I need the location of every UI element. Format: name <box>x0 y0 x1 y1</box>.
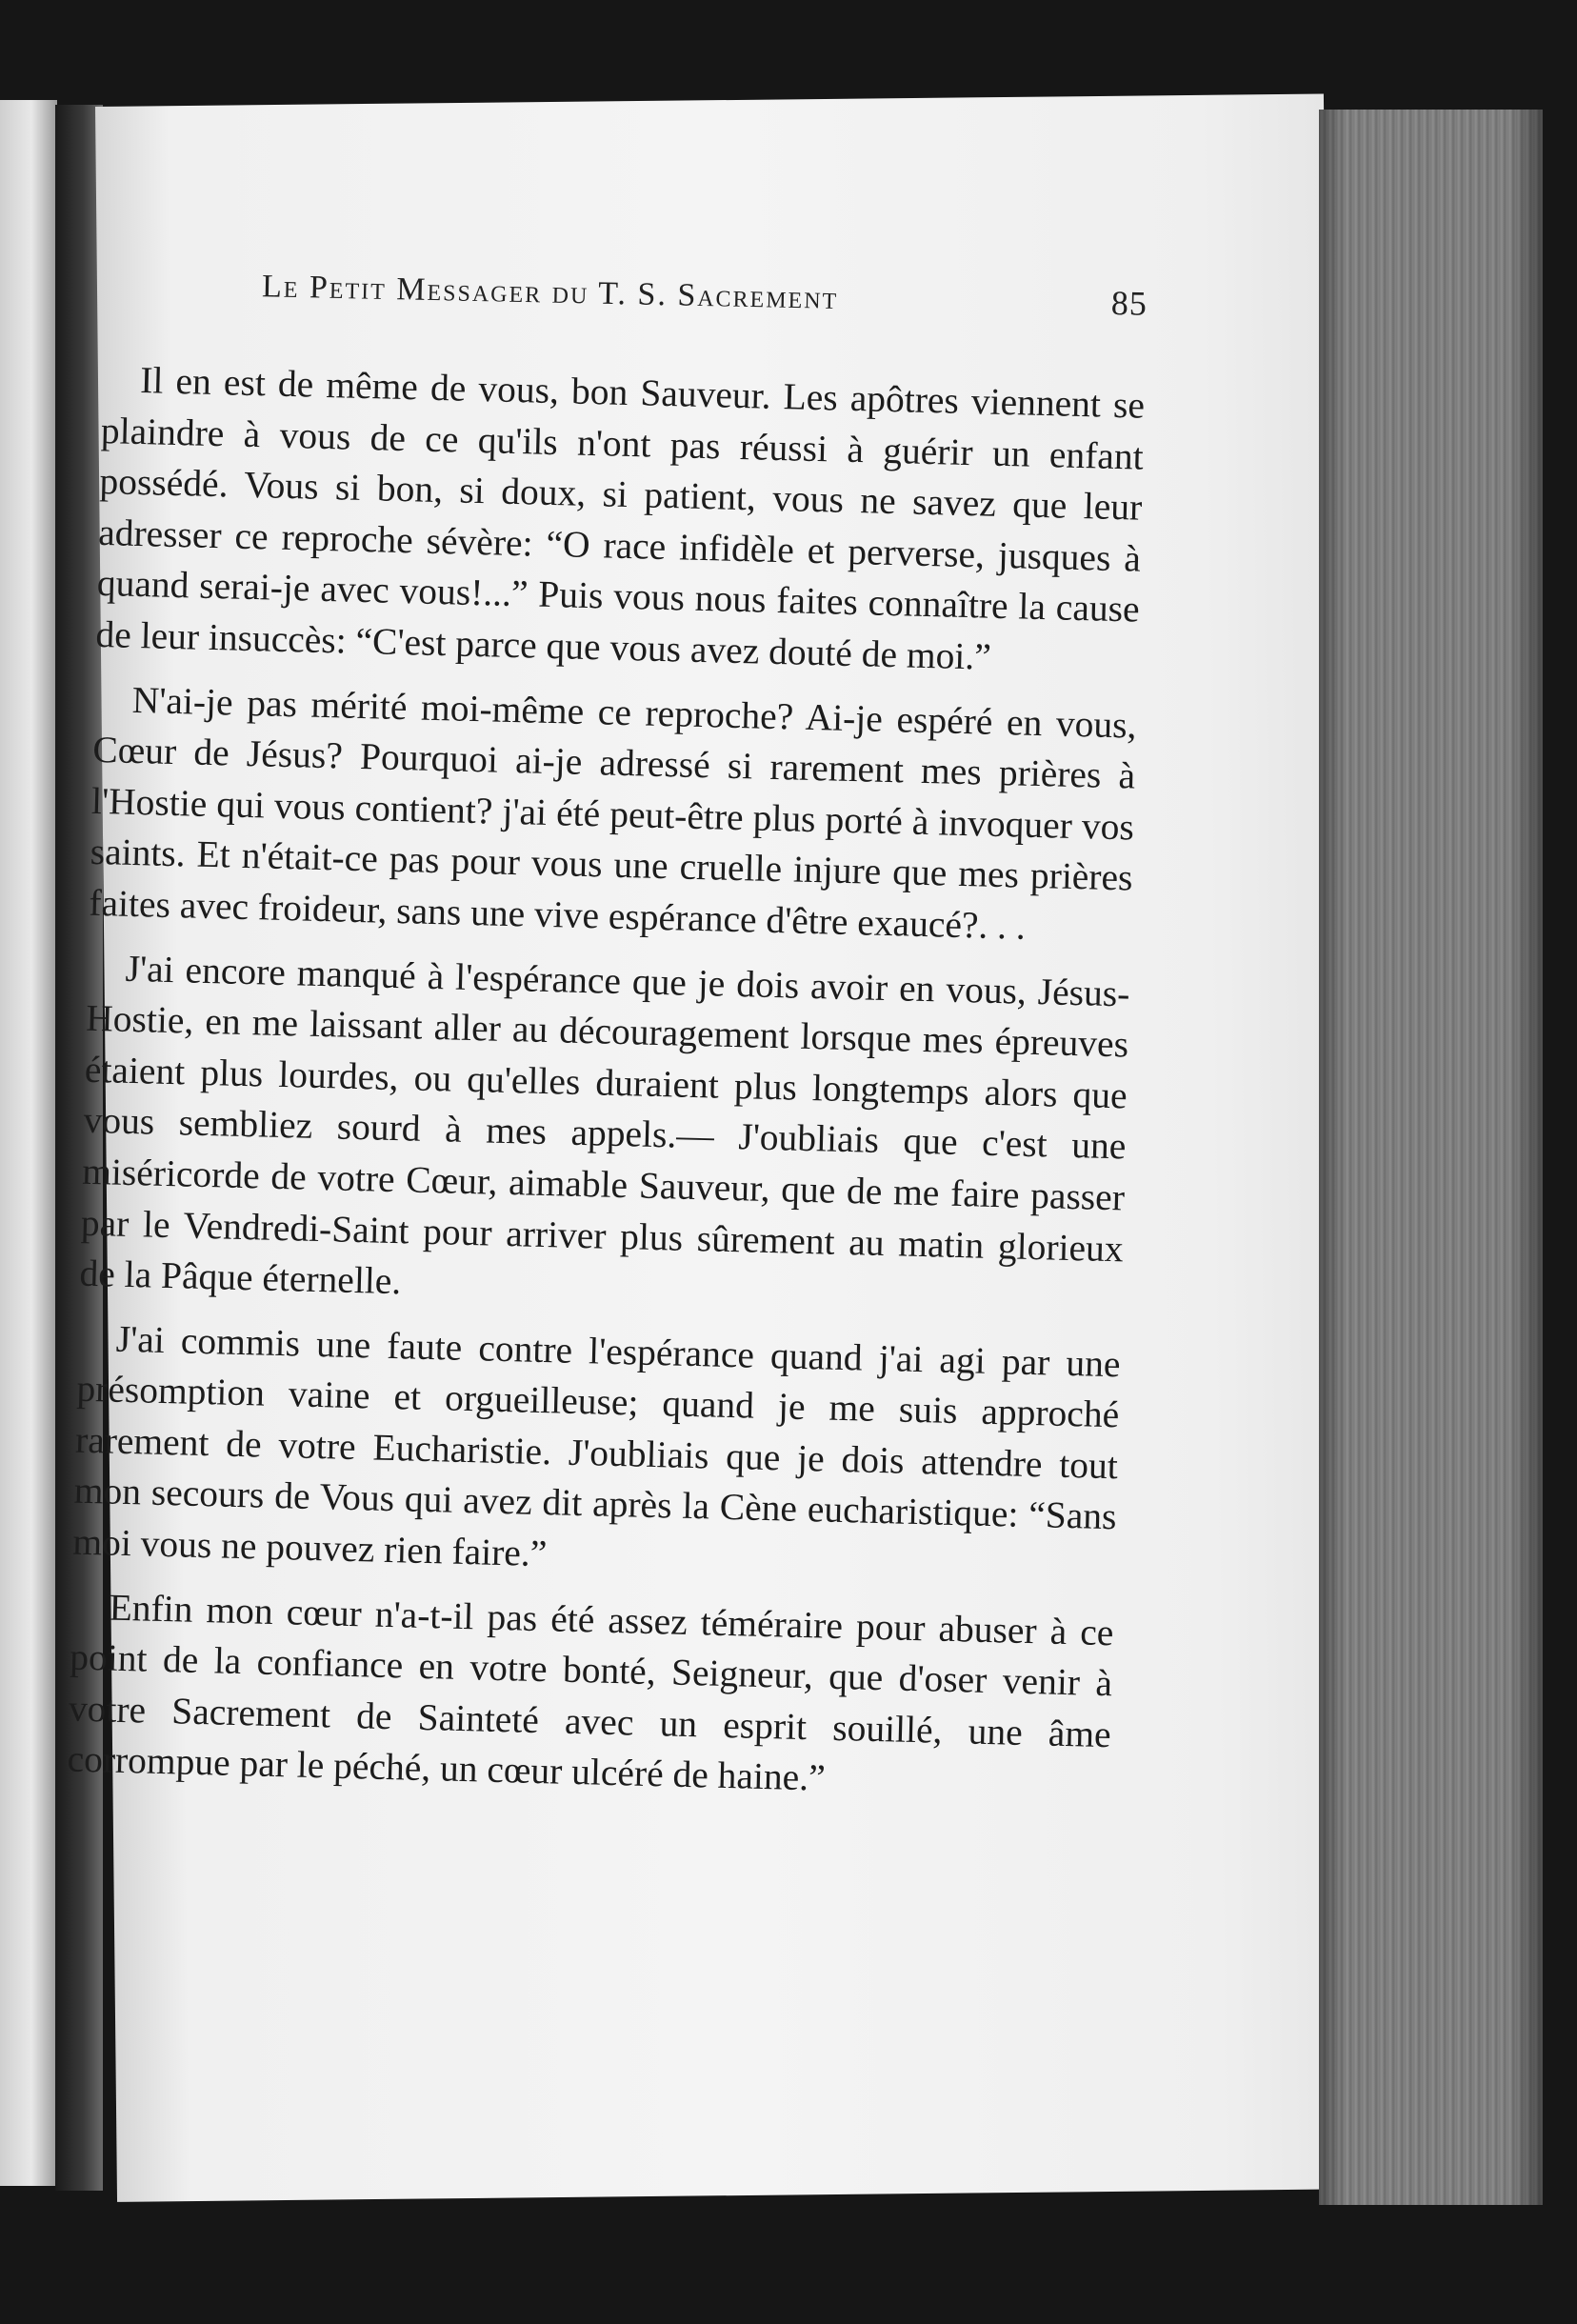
paragraph: N'ai-je pas mérité moi-même ce reproche? Ai-je espéré en vous, Cœur de Jésus? Pourquoi ai-je adressé si rarement mes prières à l'Hostie qui vous contient? j'ai été peut-être plus porté à invoquer vos saints. Et n'était-ce pas pour vous une cruelle injure que mes prières faites avec froideur, sans une vive espérance d'être exaucé?. . . <box>88 678 1138 948</box>
page-number: 85 <box>1110 283 1148 323</box>
page-block-fore-edge <box>1319 110 1543 2205</box>
running-title: Le Petit Messager du T. S. Sacrement <box>261 269 839 316</box>
facing-page-edge <box>0 100 57 2186</box>
body-text <box>67 354 1146 1825</box>
paragraph: J'ai encore manqué à l'espérance que je dois avoir en vous, Jésus-Hostie, en me laissant aller au découragement lorsque mes épreuves étaient plus lourdes, ou qu'elles duraient plus longtemps alors que vous sembliez sourd à mes appels.— J'oubliais que c'est une miséricorde de votre Cœur, aimable Sauveur, que de me faire passer par le Vendredi-Saint pour arriver plus sûrement au matin glorieux de la Pâque éternelle. <box>79 947 1130 1303</box>
paragraph: Il en est de même de vous, bon Sauveur. Les apôtres viennent se plaindre à vous de ce qu'ils n'ont pas réussi à guérir un enfant possédé. Vous si bon, si doux, si patient, vous ne savez que leur adresser ce reproche sévère: “O race infidèle et perverse, jusques à quand serai-je avec vous!...” Puis vous nous faites connaître la cause de leur insuccès: “C'est parce que vous avez douté de moi.” <box>95 359 1146 678</box>
paragraph: J'ai commis une faute contre l'espérance quand j'ai agi par une présomption vaine et orgueilleuse; quand je me suis approché rarement de votre Eucharistie. J'oubliais que je dois attendre tout mon secours de Vous qui avez dit après la Cène eucharistique: “Sans moi vous ne pouvez rien faire.” <box>71 1317 1122 1575</box>
paragraph: Enfin mon cœur n'a-t-il pas été assez téméraire pour abuser à ce point de la confiance en votre bonté, Seigneur, que d'oser venir à votre Sacrement de Sainteté avec un esprit souillé, une âme corrompue par le péché, un cœur ulcéré de haine.” <box>67 1586 1114 1800</box>
